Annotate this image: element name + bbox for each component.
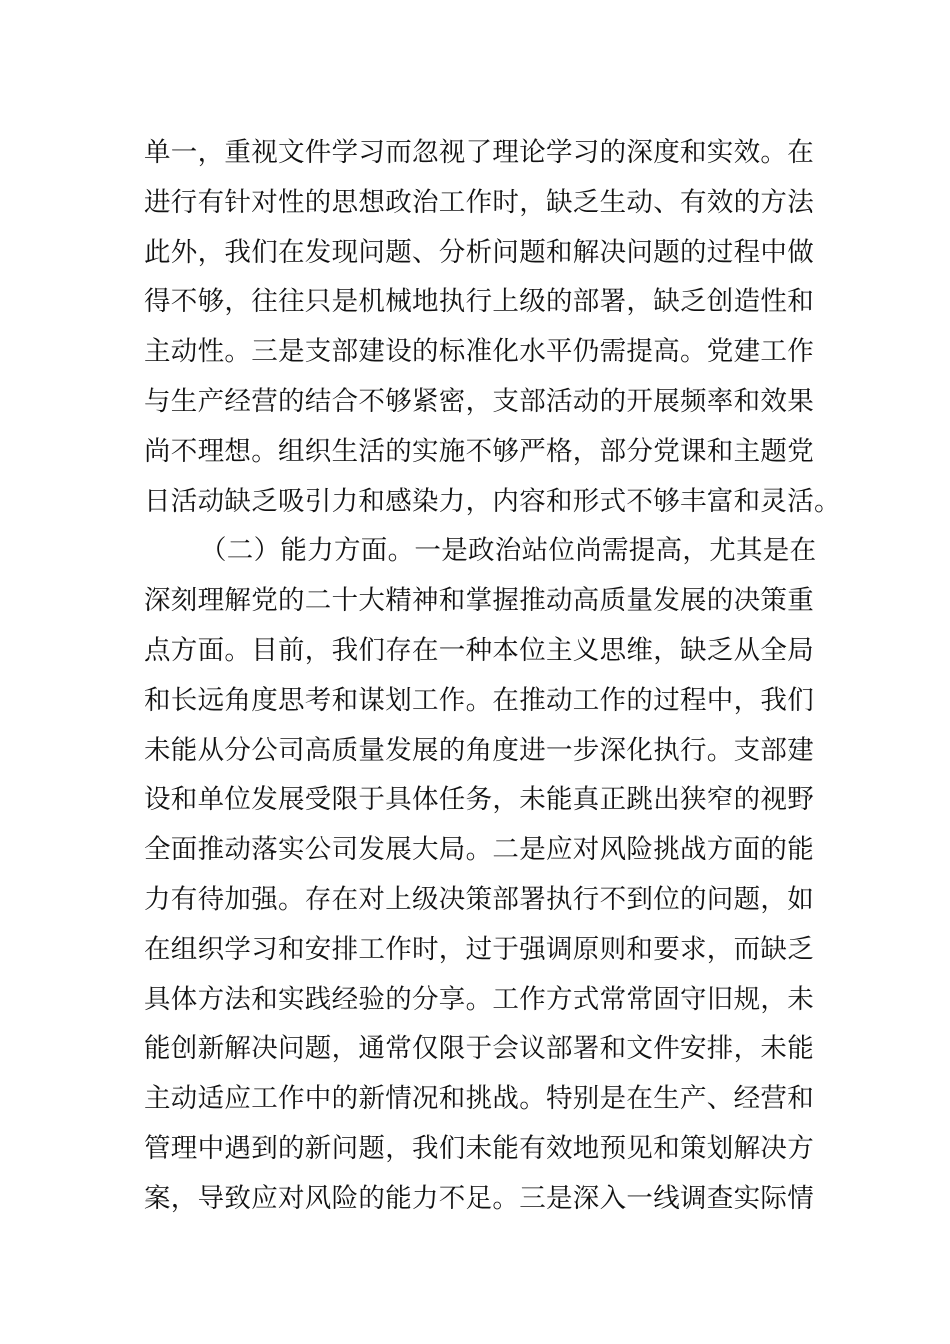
text-line: 未能从分公司高质量发展的角度进一步深化执行。支部建 bbox=[144, 734, 814, 766]
text-line: 进行有针对性的思想政治工作时，缺乏生动、有效的方法 bbox=[144, 186, 814, 218]
text-line: 和长远角度思考和谋划工作。在推动工作的过程中，我们 bbox=[144, 684, 814, 716]
text-line: 主动适应工作中的新情况和挑战。特别是在生产、经营和 bbox=[144, 1083, 814, 1115]
text-line: 力有待加强。存在对上级决策部署执行不到位的问题，如 bbox=[144, 883, 814, 915]
body-text bbox=[144, 128, 841, 1224]
text-line: 设和单位发展受限于具体任务，未能真正跳出狭窄的视野 bbox=[144, 784, 814, 816]
text-line: 点方面。目前，我们存在一种本位主义思维，缺乏从全局 bbox=[144, 634, 814, 666]
text-line: 主动性。三是支部建设的标准化水平仍需提高。党建工作 bbox=[144, 336, 814, 368]
text-line: 案，导致应对风险的能力不足。三是深入一线调查实际情 bbox=[144, 1182, 814, 1214]
text-line: 管理中遇到的新问题，我们未能有效地预见和策划解决方 bbox=[144, 1132, 814, 1164]
text-line: 在组织学习和安排工作时，过于强调原则和要求，而缺乏 bbox=[144, 933, 814, 965]
text-line: 全面推动落实公司发展大局。二是应对风险挑战方面的能 bbox=[144, 834, 814, 866]
text-line: 日活动缺乏吸引力和感染力，内容和形式不够丰富和灵活。 bbox=[144, 485, 841, 517]
text-line: 单一，重视文件学习而忽视了理论学习的深度和实效。在 bbox=[144, 137, 814, 168]
text-line: 与生产经营的结合不够紧密，支部活动的开展频率和效果 bbox=[144, 385, 814, 417]
text-line: 深刻理解党的二十大精神和掌握推动高质量发展的决策重 bbox=[144, 585, 814, 617]
text-line: 能创新解决问题，通常仅限于会议部署和文件安排，未能 bbox=[144, 1033, 814, 1065]
text-line: 得不够，往往只是机械地执行上级的部署，缺乏创造性和 bbox=[144, 286, 814, 318]
text-line: 具体方法和实践经验的分享。工作方式常常固守旧规，未 bbox=[144, 983, 814, 1015]
text-line: 此外，我们在发现问题、分析问题和解决问题的过程中做 bbox=[144, 236, 814, 268]
section-heading-line: （二）能力方面。一是政治站位尚需提高，尤其是在 bbox=[200, 535, 817, 567]
text-line: 尚不理想。组织生活的实施不够严格，部分党课和主题党 bbox=[144, 435, 814, 467]
